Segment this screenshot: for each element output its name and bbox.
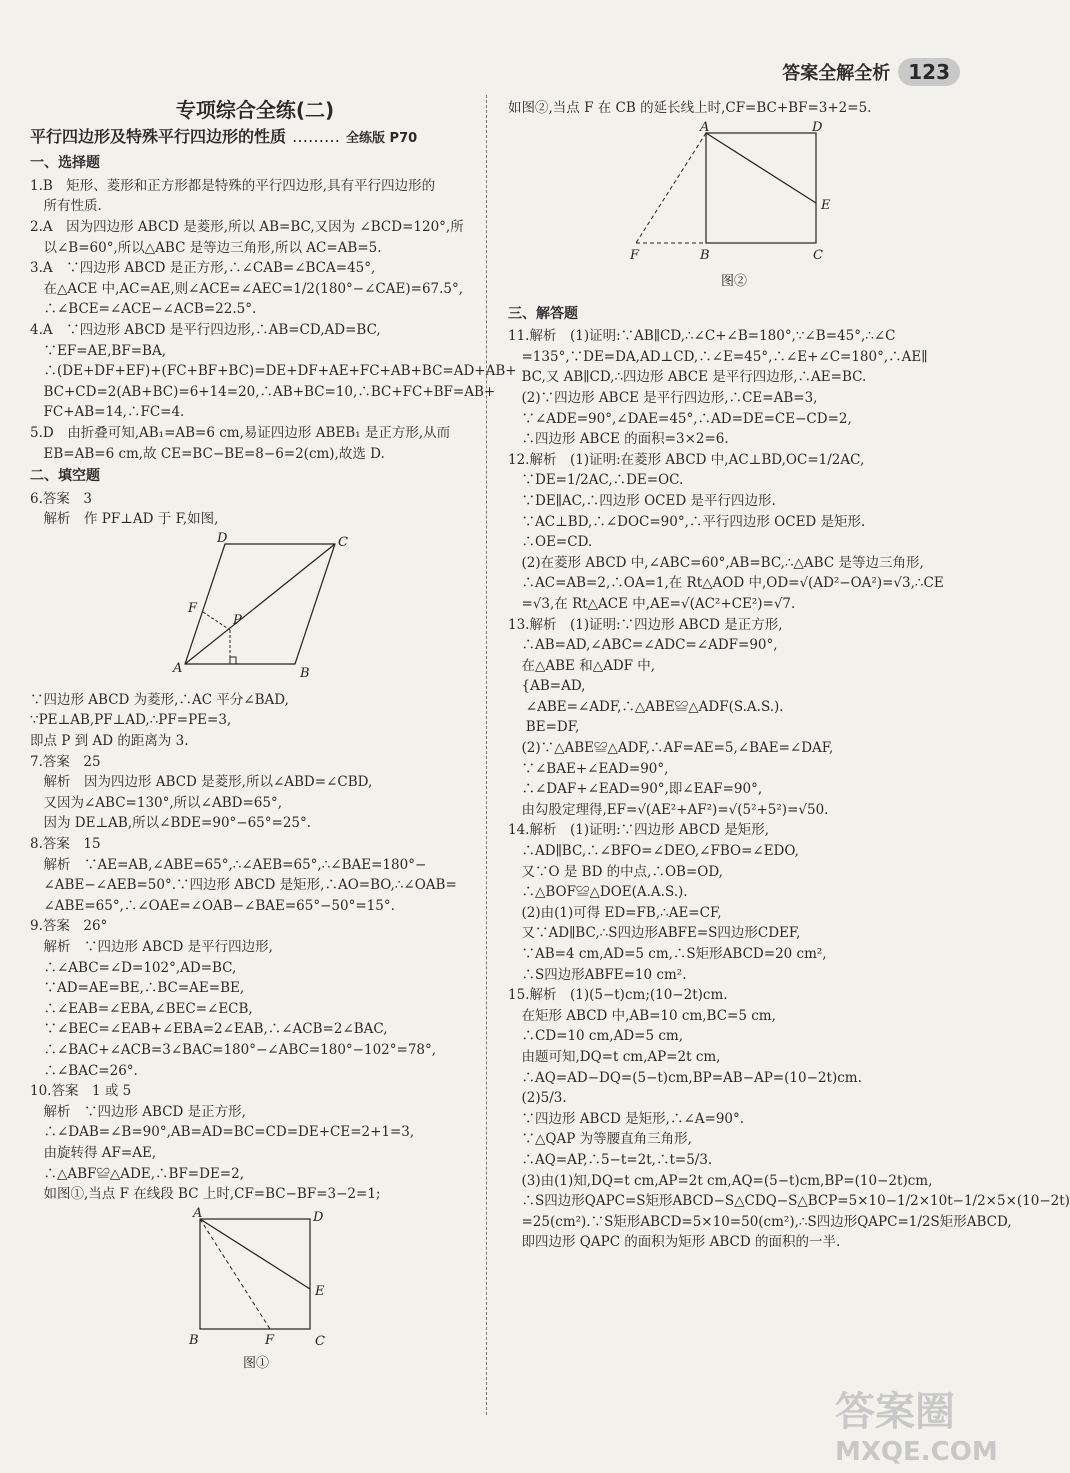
text-line: ∴∠BAC=26°.	[30, 1062, 138, 1079]
text-line: 9.答案 26°	[30, 918, 108, 935]
section-heading-choice: 一、选择题	[30, 155, 100, 172]
text-line: 即四边形 QAPC 的面积为矩形 ABCD 的面积的一半.	[508, 1234, 841, 1251]
svg-text:B: B	[699, 247, 710, 263]
text-line: ∵AB=4 cm,AD=5 cm,∴S矩形ABCD=20 cm²,	[508, 946, 827, 962]
topic-subtitle	[30, 127, 480, 150]
text-line: (2)5/3.	[508, 1090, 567, 1107]
text-line: BC+CD=2(AB+BC)=6+14=20,∴AB+BC=10,∴BC+FC+BF=AB+	[30, 383, 496, 400]
text-line: (2)∵四边形 ABCE 是平行四边形,∴CE=AB=3,	[508, 389, 818, 406]
svg-text:F: F	[629, 247, 639, 263]
text-line: ∴AC=AB=2,∴OA=1,在 Rt△AOD 中,OD=√(AD²−OA²)=√3,∴CE	[508, 575, 944, 592]
text-line: ∴△BOF≌△DOE(A.A.S.).	[508, 884, 688, 901]
text-line: =25(cm²).∵S矩形ABCD=5×10=50(cm²),∴S四边形QAPC=1/2S矩形ABCD,	[508, 1213, 1012, 1230]
solution-answers	[508, 326, 1070, 1253]
text-line: ∵EF=AE,BF=BA,	[30, 342, 166, 359]
text-line: 即点 P 到 AD 的距离为 3.	[30, 733, 189, 750]
svg-text:F: F	[265, 1332, 275, 1348]
svg-text:B: B	[189, 1332, 199, 1348]
text-line: 5.D 由折叠可知,AB₁=AB=6 cm,易证四边形 ABEB₁ 是正方形,从而	[30, 424, 451, 441]
section-title: 专项综合全练(二)	[175, 98, 335, 122]
svg-text:D: D	[217, 530, 228, 546]
text-line: 解析 因为四边形 ABCD 是菱形,所以∠ABD=∠CBD,	[30, 774, 373, 791]
text-line: 3.A ∵四边形 ABCD 是正方形,∴∠CAB=∠BCA=45°,	[30, 260, 376, 277]
text-line: ∴S四边形ABFE=10 cm².	[508, 966, 687, 983]
text-line: ∵∠BAE+∠EAD=90°,	[508, 760, 669, 777]
figure-1-caption: 图①	[243, 1355, 270, 1371]
text-line: ∴四边形 ABCE 的面积=3×2=6.	[508, 431, 729, 448]
text-line: ∴∠BAC+∠ACB=3∠BAC=180°−∠ABC=180°−102°=78°,	[30, 1041, 437, 1058]
text-line: ∵DE∥AC,∴四边形 OCED 是平行四边形.	[508, 492, 776, 509]
text-line: ∵四边形 ABCD 为菱形,∴AC 平分∠BAD,	[30, 691, 289, 708]
right-column	[508, 98, 1070, 1253]
watermark-line2: MXQE.COM	[835, 1437, 998, 1467]
text-line: ∴AB=AD,∠ABC=∠ADC=∠ADF=90°,	[508, 637, 778, 654]
svg-text:C: C	[338, 534, 348, 550]
text-line: ∴AQ=AP,∴5−t=2t,∴t=5/3.	[508, 1151, 713, 1168]
choice-answers	[30, 176, 517, 464]
text-line: ∴△ABF≌△ADE,∴BF=DE=2,	[30, 1165, 244, 1182]
text-line: 11.解析 (1)证明:∵AB∥CD,∴∠C+∠B=180°,∵∠B=45°,∴∠C	[508, 328, 896, 345]
text-line: ∴(DE+DF+EF)+(FC+BF+BC)=DE+DF+AE+FC+AB+BC=AD+AB+	[30, 363, 517, 380]
page-header	[782, 58, 960, 86]
text-line: 1.B 矩形、菱形和正方形都是特殊的平行四边形,具有平行四边形的	[30, 177, 436, 194]
text-line: 12.解析 (1)证明:在菱形 ABCD 中,AC⊥BD,OC=1/2AC,	[508, 451, 865, 468]
column-divider	[486, 95, 487, 1415]
svg-text:F: F	[188, 600, 198, 616]
text-line: 由题可知,DQ=t cm,AP=2t cm,	[508, 1048, 721, 1065]
text-line: 在矩形 ABCD 中,AB=10 cm,BC=5 cm,	[508, 1007, 776, 1024]
fill-answers-top	[30, 489, 480, 530]
text-line: (2)∵△ABE≌△ADF,∴AF=AE=5,∠BAE=∠DAF,	[508, 740, 834, 757]
square-figure-2	[616, 119, 856, 298]
svg-text:C: C	[315, 1333, 325, 1349]
text-line: 解析 作 PF⊥AD 于 F,如图,	[30, 511, 219, 528]
text-line: 14.解析 (1)证明:∵四边形 ABCD 是矩形,	[508, 822, 770, 839]
svg-text:D: D	[313, 1209, 324, 1225]
text-line: 解析 ∵AE=AB,∠ABE=65°,∴∠AEB=65°,∴∠BAE=180°−	[30, 856, 427, 873]
text-line: ∴∠BCE=∠ACE−∠ACB=22.5°.	[30, 301, 257, 318]
text-line: ∠ABE=∠ADF,∴△ABE≌△ADF(S.A.S.).	[508, 698, 784, 715]
text-line: EB=AB=6 cm,故 CE=BC−BE=8−6=2(cm),故选 D.	[30, 445, 385, 462]
svg-text:B: B	[300, 665, 310, 681]
header-title: 答案全解全析	[782, 63, 891, 84]
text-line: 解析 ∵四边形 ABCD 是正方形,	[30, 1103, 246, 1120]
text-line: (3)由(1)知,DQ=t cm,AP=2t cm,AQ=(5−t)cm,BP=(10−2t)cm,	[508, 1172, 933, 1189]
text-line: 2.A 因为四边形 ABCD 是菱形,所以 AB=BC,又因为 ∠BCD=120°,所	[30, 218, 464, 235]
svg-text:E: E	[820, 197, 830, 213]
text-line: BC,又 AB∥CD,∴四边形 ABCE 是平行四边形,∴AE=BC.	[508, 369, 867, 386]
text-line: 又因为∠ABC=130°,所以∠ABD=65°,	[30, 794, 283, 811]
text-line: ∴∠ABC=∠D=102°,AD=BC,	[30, 959, 237, 976]
text-line: {AB=AD,	[508, 678, 586, 695]
text-line: ∵PE⊥AB,PF⊥AD,∴PF=PE=3,	[30, 712, 232, 729]
text-line: =135°,∵DE=DA,AD⊥CD,∴∠E=45°,∴∠E+∠C=180°,∴AE∥	[508, 348, 928, 365]
text-line: ∴S四边形QAPC=S矩形ABCD−S△CDQ−S△BCP=5×10−1/2×10t−1/2×5×(10−2t)	[508, 1193, 1070, 1210]
text-line: 15.解析 (1)(5−t)cm;(10−2t)cm.	[508, 987, 728, 1004]
svg-text:A: A	[193, 1205, 203, 1221]
text-line: BE=DF,	[508, 719, 580, 736]
text-line: 在△ABE 和△ADF 中,	[508, 657, 656, 674]
svg-text:C: C	[812, 247, 823, 263]
text-line: ∵AC⊥BD,∴∠DOC=90°,∴平行四边形 OCED 是矩形.	[508, 513, 866, 530]
page-reference: 全练版 P70	[346, 130, 418, 146]
section-heading-solve: 三、解答题	[508, 305, 578, 322]
continuation-line: 如图②,当点 F 在 CB 的延长线上时,CF=BC+BF=3+2=5.	[508, 100, 872, 116]
text-line: ∴OE=CD.	[508, 534, 593, 551]
text-line: FC+AB=14,∴FC=4.	[30, 404, 185, 421]
text-line: ∵∠ADE=90°,∠DAE=45°,∴AD=DE=CE−CD=2,	[508, 410, 852, 427]
svg-text:A: A	[173, 660, 183, 676]
rhombus-figure	[155, 530, 355, 684]
topic-text: 平行四边形及特殊平行四边形的性质	[30, 126, 287, 146]
leader-dots: ………	[292, 126, 341, 146]
text-line: 由旋转得 AF=AE,	[30, 1144, 157, 1161]
text-line: (2)在菱形 ABCD 中,∠ABC=60°,AB=BC,∴△ABC 是等边三角形,	[508, 554, 924, 571]
svg-text:P: P	[233, 612, 242, 628]
watermark-logo	[835, 1380, 998, 1467]
text-line: (2)由(1)可得 ED=FB,∴AE=CF,	[508, 904, 722, 921]
text-line: ∵DE=1/2AC,∴DE=OC.	[508, 472, 684, 489]
text-line: 在△ACE 中,AC=AE,则∠ACE=∠AEC=1/2(180°−∠CAE)=67.5°,	[30, 280, 464, 297]
text-line: ∠ABE=65°,∴∠OAE=∠OAB−∠BAE=65°−50°=15°.	[30, 897, 395, 914]
text-line: 4.A ∵四边形 ABCD 是平行四边形,∴AB=CD,AD=BC,	[30, 321, 381, 338]
fill-answers-bottom	[30, 690, 480, 1205]
text-line: ∵∠BEC=∠EAB+∠EBA=2∠EAB,∴∠ACB=2∠BAC,	[30, 1021, 388, 1038]
watermark-line1: 答案圈	[835, 1389, 955, 1435]
text-line: ∵四边形 ABCD 是矩形,∴∠A=90°.	[508, 1110, 745, 1127]
text-line: 又∵AD∥BC,∴S四边形ABFE=S四边形CDEF,	[508, 925, 801, 942]
text-line: ∵△QAP 为等腰直角三角形,	[508, 1131, 692, 1148]
text-line: 13.解析 (1)证明:∵四边形 ABCD 是正方形,	[508, 616, 783, 633]
text-line: 解析 ∵四边形 ABCD 是平行四边形,	[30, 939, 273, 955]
text-line: 所有性质.	[30, 198, 102, 215]
text-line: 以∠B=60°,所以△ABC 是等边三角形,所以 AC=AB=5.	[30, 239, 382, 256]
text-line: 由勾股定理得,EF=√(AE²+AF²)=√(5²+5²)=√50.	[508, 801, 829, 818]
text-line: 又∵O 是 BD 的中点,∴OB=OD,	[508, 863, 723, 880]
text-line: 7.答案 25	[30, 753, 101, 770]
section-heading-fill: 二、填空题	[30, 468, 100, 485]
text-line: ∴CD=10 cm,AD=5 cm,	[508, 1028, 684, 1045]
text-line: ∵AD=AE=BE,∴BC=AE=BE,	[30, 980, 245, 997]
text-line: 如图①,当点 F 在线段 BC 上时,CF=BC−BF=3−2=1;	[30, 1186, 381, 1203]
svg-text:D: D	[811, 119, 822, 135]
text-line: 6.答案 3	[30, 490, 92, 507]
text-line: 因为 DE⊥AB,所以∠BDE=90°−65°=25°.	[30, 815, 312, 832]
figure-2-caption: 图②	[720, 273, 747, 289]
left-column	[30, 98, 517, 1375]
text-line: 10.答案 1 或 5	[30, 1083, 132, 1100]
text-line: ∴∠DAB=∠B=90°,AB=AD=BC=CD=DE+CE=2+1=3,	[30, 1124, 415, 1141]
svg-text:A: A	[699, 119, 709, 135]
text-line: ∠ABE−∠AEB=50°.∵四边形 ABCD 是矩形,∴AO=BO,∴∠OAB=	[30, 877, 457, 894]
text-line: =√3,在 Rt△ACE 中,AE=√(AC²+CE²)=√7.	[508, 595, 796, 612]
text-line: 8.答案 15	[30, 836, 101, 853]
svg-text:E: E	[315, 1283, 325, 1299]
text-line: ∴∠EAB=∠EBA,∠BEC=∠ECB,	[30, 1000, 253, 1017]
text-line: ∴AQ=AD−DQ=(5−t)cm,BP=AB−AP=(10−2t)cm.	[508, 1069, 862, 1086]
text-line: ∴AD∥BC,∴∠BFO=∠DEO,∠FBO=∠EDO,	[508, 843, 799, 860]
square-figure-1	[175, 1205, 335, 1371]
text-line: ∴∠DAF+∠EAD=90°,即∠EAF=90°,	[508, 781, 763, 798]
page-number: 123	[898, 58, 960, 86]
